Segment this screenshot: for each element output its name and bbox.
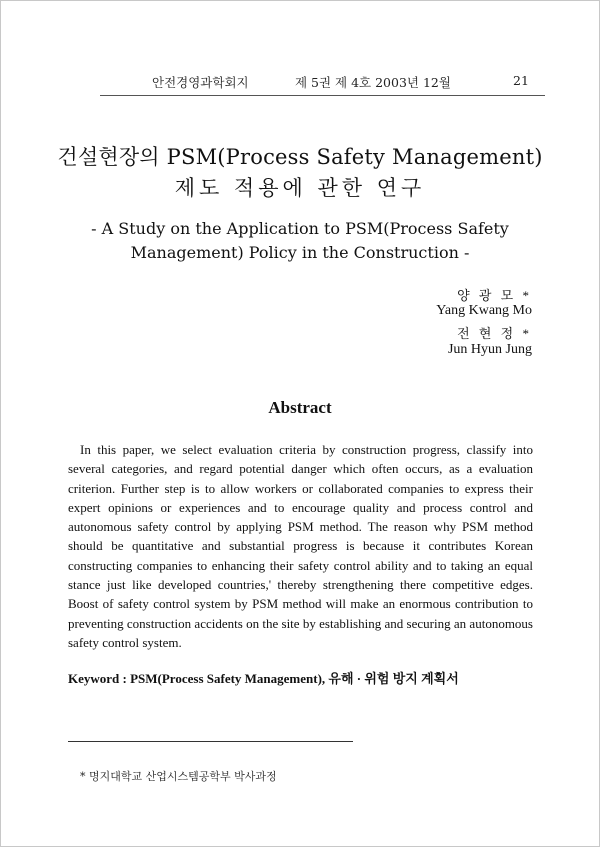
author-2-english: Jun Hyun Jung bbox=[447, 342, 532, 357]
korean-title-line-2: 제도 적용에 관한 연구 bbox=[174, 176, 426, 200]
footnote-divider bbox=[68, 741, 353, 742]
running-header bbox=[0, 73, 600, 93]
author-1-english: Yang Kwang Mo bbox=[436, 303, 532, 318]
abstract-body: In this paper, we select evaluation criteria by construction progress, classify into several categories, and regard potential danger which often occurs, as a evaluation criterion. Further step is to allow workers or collaborated companies to express their expert opinions or experiences and to encourage quality and process control and autonomous safety control by applying PSM method. The reason why PSM method should be quantitative and substantial progress is because it contributes Korean constructing companies to enhancing their safety control ability and to taking an equal stance just like developed countries,' thereby strengthening there competitive edges. Boost of safety control system by PSM method will make an enormous contribution to preventing construction accidents on the site by establishing and securing an autonomous safety control system. bbox=[68, 442, 533, 650]
issue-info: 제 5권 제 4호 2003년 12월 bbox=[295, 75, 451, 90]
keyword-line: Keyword : PSM(Process Safety Management), 유해 · 위험 방지 계획서 bbox=[68, 671, 459, 686]
korean-title-line-1: 건설현장의 PSM(Process Safety Management) bbox=[57, 145, 543, 169]
abstract-heading: Abstract bbox=[268, 398, 332, 417]
author-1-korean: 양 광 모 * bbox=[457, 288, 532, 303]
english-title-line-2: Management) Policy in the Construction - bbox=[130, 243, 470, 262]
journal-name: 안전경영과학회지 bbox=[152, 75, 249, 90]
author-affiliation-footnote: * 명지대학교 산업시스템공학부 박사과정 bbox=[80, 770, 277, 783]
header-divider bbox=[100, 95, 545, 96]
english-title-line-1: - A Study on the Application to PSM(Process Safety bbox=[91, 219, 509, 238]
author-2-korean: 전 현 정 * bbox=[457, 326, 532, 341]
page-number: 21 bbox=[513, 73, 529, 88]
